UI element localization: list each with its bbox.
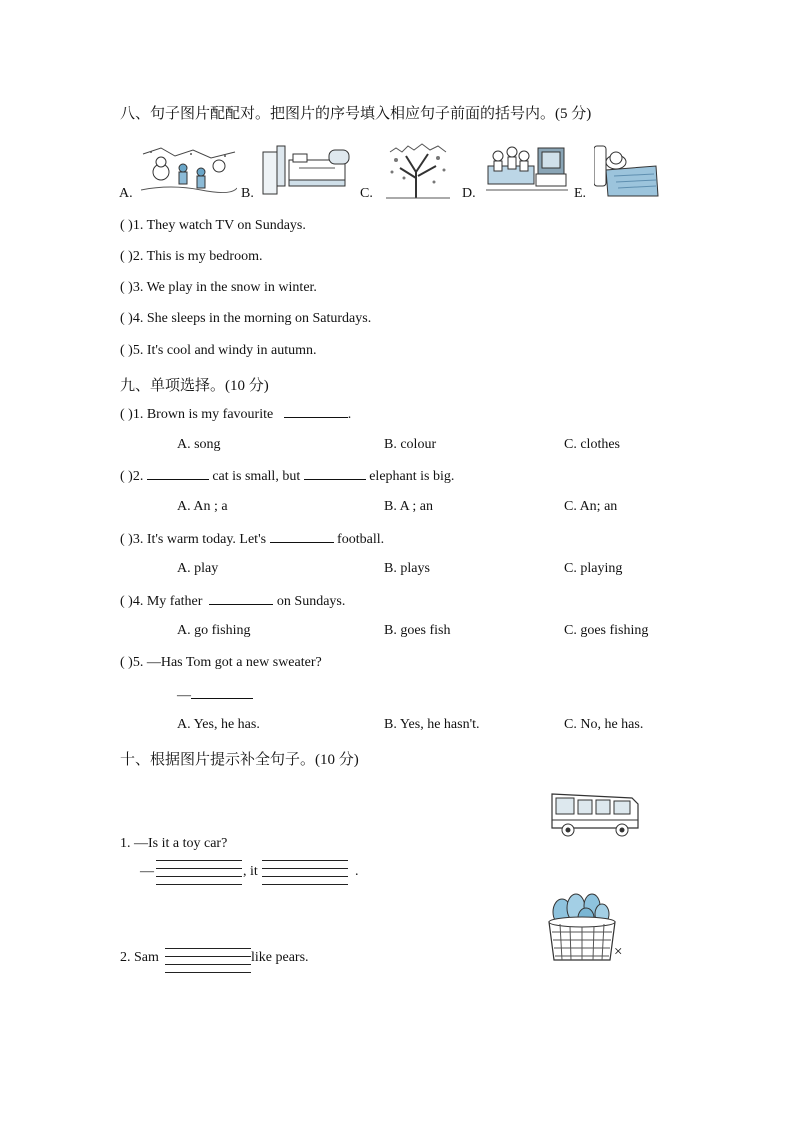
option-a[interactable]: A. play [177,561,219,576]
option-b[interactable]: B. A ; an [384,499,434,514]
option-c[interactable]: C. clothes [564,437,620,452]
option-a[interactable]: A. Yes, he has. [177,717,260,732]
writing-line[interactable] [156,876,242,877]
s9-q5-answer-line [177,686,253,704]
sleeping-picture [594,140,660,200]
cross-icon: × [614,944,623,960]
option-b[interactable]: B. colour [384,437,437,452]
section10-title: 十、根据图片提示补全句子。(10 分) [120,752,359,768]
option-b[interactable]: B. plays [384,561,430,576]
answer-paren[interactable]: ( ) [120,655,133,670]
question-text: 2. [132,469,144,484]
answer-paren[interactable]: ( ) [120,249,133,264]
answer-blank[interactable] [209,592,273,605]
option-b[interactable]: B. goes fish [384,623,451,638]
writing-line [156,860,242,861]
s8-item-text: 4. She sleeps in the morning on Saturdays. [132,311,372,326]
writing-line [262,868,348,869]
option-a[interactable]: A. An ; a [177,499,228,514]
bedroom-picture [259,142,355,196]
option-c[interactable]: C. An; an [564,499,618,514]
pic-label-e: E. [574,186,587,201]
writing-line [165,972,251,973]
s8-item-text: 5. It's cool and windy in autumn. [132,343,317,358]
snow-play-picture [141,144,237,196]
answer-paren[interactable]: ( ) [120,343,133,358]
writing-line [262,884,348,885]
answer-paren[interactable]: ( ) [120,218,133,233]
answer-blank[interactable] [191,686,253,699]
answer-paren[interactable]: ( ) [120,280,133,295]
question-text-end: on Sundays. [276,594,346,609]
option-b[interactable]: B. Yes, he hasn't. [384,717,480,732]
s10-question-1: 1. —Is it a toy car? [120,836,228,851]
question-text: 5. —Has Tom got a new sweater? [132,655,322,670]
s8-item-text: 3. We play in the snow in winter. [132,280,317,295]
family-tv-picture [486,140,568,198]
writing-line [262,860,348,861]
pic-label-a: A. [119,186,133,201]
s8-item-text: 2. This is my bedroom. [132,249,263,264]
answer-blank[interactable] [270,530,334,543]
answer-blank[interactable] [284,405,348,418]
question-text-end: . [347,407,352,422]
answer-dash: — [177,688,191,703]
answer-paren[interactable]: ( ) [120,594,133,609]
question-text: 4. My father [132,594,203,609]
pic-label-b: B. [241,186,254,201]
option-a[interactable]: A. go fishing [177,623,251,638]
s8-item-1 [120,218,306,234]
question-text-mid: cat is small, but [212,469,301,484]
s10-q1-comma-it: , it [243,864,258,879]
bus-picture [550,790,642,840]
writing-line [156,868,242,869]
question-text-end: football. [337,532,385,547]
option-a[interactable]: A. song [177,437,221,452]
s9-question-1 [120,405,351,423]
writing-line[interactable] [165,964,251,965]
writing-line [165,956,251,957]
answer-paren[interactable]: ( ) [120,469,133,484]
answer-paren[interactable]: ( ) [120,407,133,422]
writing-line [156,884,242,885]
writing-line[interactable] [262,876,348,877]
answer-blank[interactable] [147,467,209,480]
option-c[interactable]: C. No, he has. [564,717,644,732]
section8-title: 八、句子图片配配对。把图片的序号填入相应句子前面的括号内。(5 分) [120,106,592,122]
s8-item-5 [120,343,317,359]
pic-label-d: D. [462,186,476,201]
s8-item-4 [120,311,371,327]
s10-q1-period: . [355,864,359,879]
s10-question-2-end: like pears. [251,950,309,965]
section9-title: 九、单项选择。(10 分) [120,378,269,394]
question-text: 1. Brown is my favourite [132,407,274,422]
s10-q1-dash: — [140,864,154,879]
s9-question-4 [120,592,345,610]
writing-line [165,948,251,949]
s9-question-3 [120,530,384,548]
option-c[interactable]: C. playing [564,561,623,576]
windy-tree-picture [382,138,454,200]
answer-paren[interactable]: ( ) [120,311,133,326]
s10-question-2-start: 2. Sam [120,950,159,965]
question-text-end: elephant is big. [369,469,455,484]
s8-item-3 [120,280,317,296]
answer-blank[interactable] [304,467,366,480]
pear-basket-picture [546,884,618,964]
option-c[interactable]: C. goes fishing [564,623,649,638]
pic-label-c: C. [360,186,373,201]
answer-paren[interactable]: ( ) [120,532,133,547]
s8-item-text: 1. They watch TV on Sundays. [132,218,306,233]
s9-question-5 [120,655,322,671]
s8-item-2 [120,249,262,265]
s9-question-2 [120,467,454,485]
question-text: 3. It's warm today. Let's [132,532,267,547]
